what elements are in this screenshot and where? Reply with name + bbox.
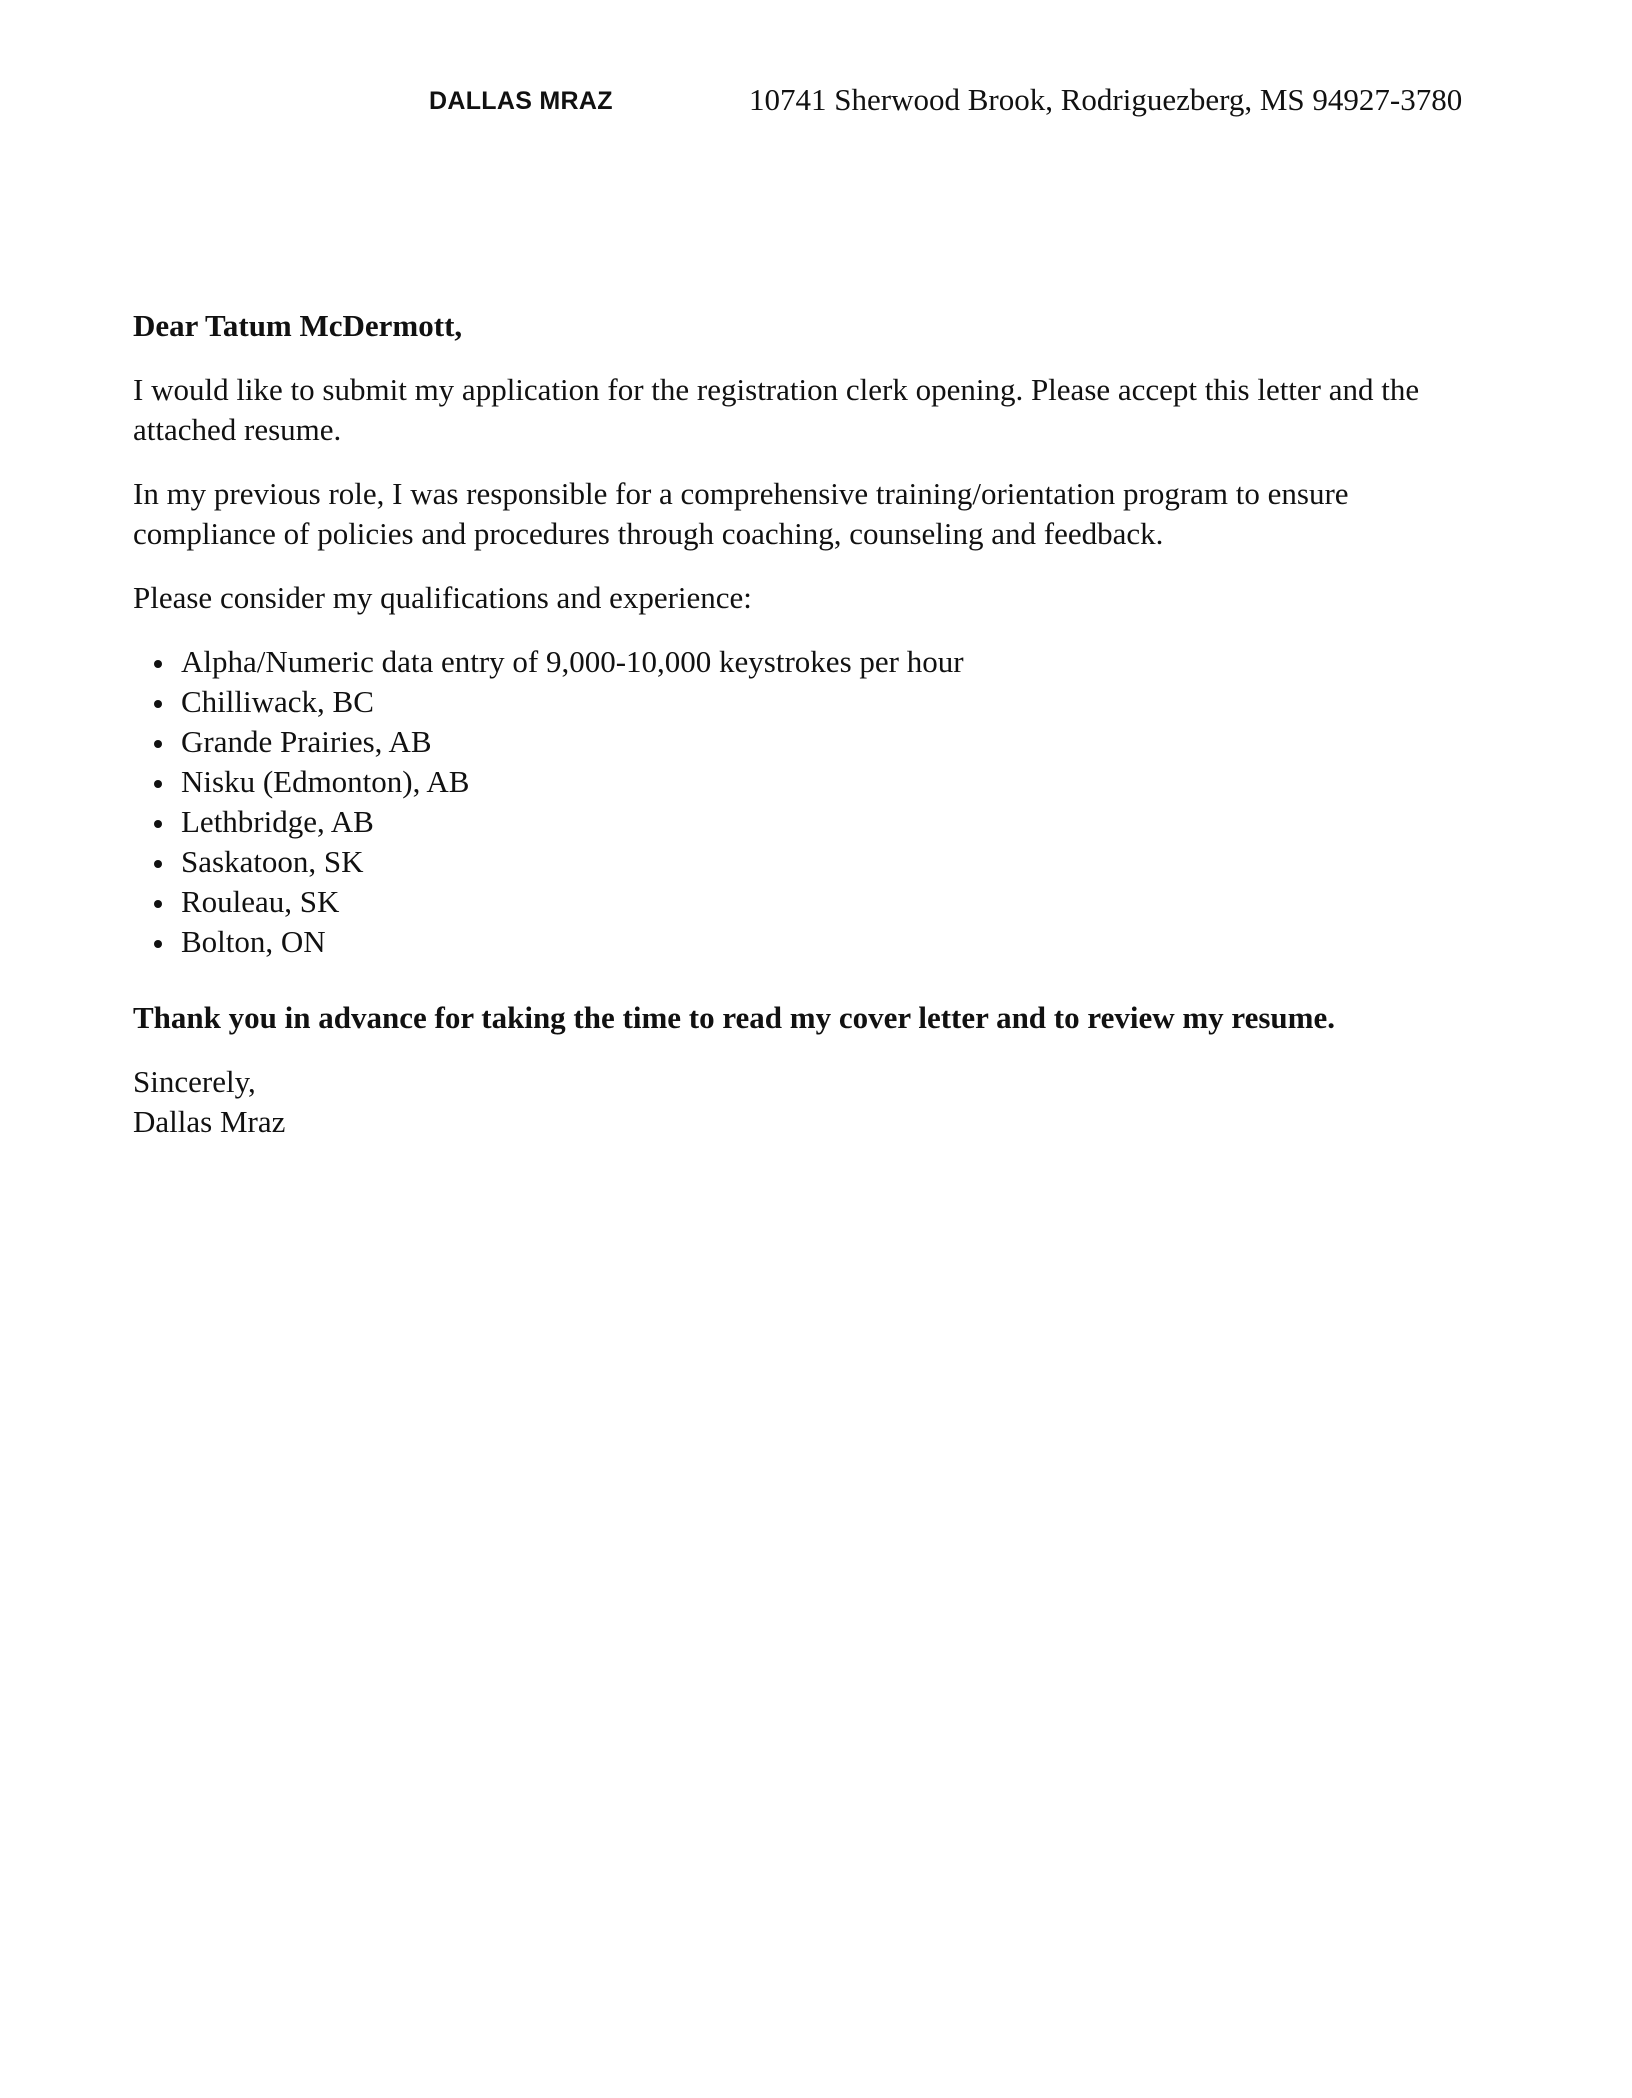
list-item	[133, 922, 1488, 962]
bullet-icon	[154, 780, 162, 788]
bullet-icon	[154, 860, 162, 868]
intro-paragraph: I would like to submit my application for the registration clerk opening. Please accept this letter and the attached resume.	[133, 372, 1420, 447]
list-item-text: Saskatoon, SK	[181, 844, 364, 879]
salutation: Dear Tatum McDermott,	[133, 308, 463, 343]
list-item	[133, 722, 1488, 762]
list-item	[133, 882, 1488, 922]
sender-name-header: DALLAS MRAZ	[429, 87, 613, 115]
bullet-icon	[154, 820, 162, 828]
qualifications-intro: Please consider my qualifications and experience:	[133, 580, 752, 615]
list-item	[133, 802, 1488, 842]
bullet-icon	[154, 740, 162, 748]
list-item-text: Nisku (Edmonton), AB	[181, 764, 470, 799]
list-item-text: Chilliwack, BC	[181, 684, 374, 719]
bullet-icon	[154, 940, 162, 948]
list-item	[133, 842, 1488, 882]
signature-name: Dallas Mraz	[133, 1104, 286, 1139]
list-item	[133, 642, 1488, 682]
list-item	[133, 682, 1488, 722]
list-item-text: Lethbridge, AB	[181, 804, 374, 839]
list-item-text: Bolton, ON	[181, 924, 326, 959]
bullet-icon	[154, 700, 162, 708]
experience-paragraph: In my previous role, I was responsible for a comprehensive training/orientation program to ensure compliance of policies and procedures through coaching, counseling and feedback.	[133, 476, 1349, 551]
sender-address-header: 10741 Sherwood Brook, Rodriguezberg, MS 94927-3780	[749, 82, 1463, 117]
list-item	[133, 762, 1488, 802]
bullet-icon	[154, 660, 162, 668]
list-item-text: Alpha/Numeric data entry of 9,000-10,000 keystrokes per hour	[181, 644, 964, 679]
sign-off: Sincerely,	[133, 1064, 256, 1099]
qualifications-list	[133, 642, 1488, 962]
signoff-block	[133, 1062, 1488, 1142]
list-item-text: Grande Prairies, AB	[181, 724, 432, 759]
list-item-text: Rouleau, SK	[181, 884, 340, 919]
letter-body	[133, 306, 1488, 1142]
closing-statement: Thank you in advance for taking the time to read my cover letter and to review my resume.	[133, 1000, 1336, 1035]
bullet-icon	[154, 900, 162, 908]
